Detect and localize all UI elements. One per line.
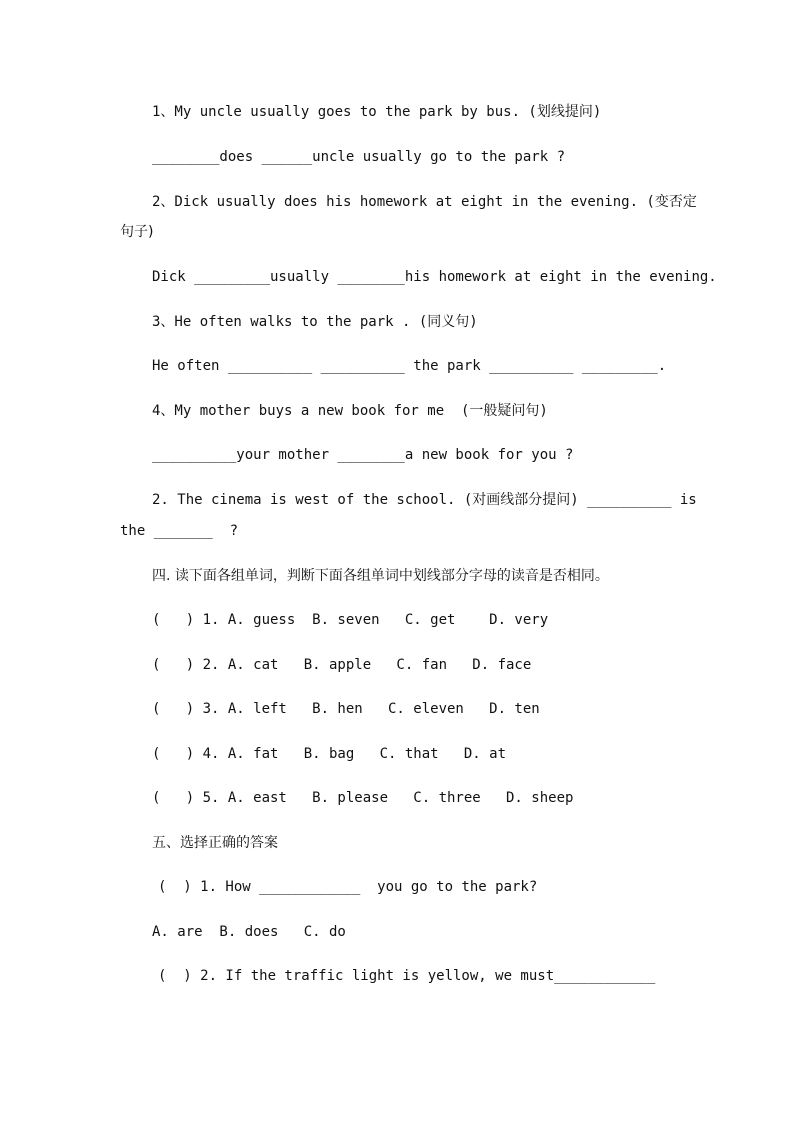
q2-answer-line: Dick _________usually ________his homework at eight in the evening. [152,269,717,285]
phonics-item-1: ( ) 1. A. guess B. seven C. get D. very [152,612,549,628]
q3-answer-line: He often __________ __________ the park __________ _________. [152,358,667,374]
q2-negative-instruction: 2、Dick usually does his homework at eight in the evening. (变否定 [152,194,697,210]
phonics-item-2: ( ) 2. A. cat B. apple C. fan D. face [152,657,532,673]
choice-item-2: ( ) 2. If the traffic light is yellow, we must____________ [158,968,656,984]
q3-synonym-instruction: 3、He often walks to the park . (同义句) [152,314,478,330]
section-five-heading: 五、选择正确的答案 [152,835,278,851]
phonics-item-3: ( ) 3. A. left B. hen C. eleven D. ten [152,701,540,717]
phonics-item-4: ( ) 4. A. fat B. bag C. that D. at [152,746,507,762]
q4-answer-line: __________your mother ________a new book for you ? [152,447,574,463]
choice-item-1-options: A. are B. does C. do [152,924,346,940]
q5-underline-question: 2. The cinema is west of the school. (对画线部分提问) __________ is [152,492,697,508]
q4-question-instruction: 4、My mother buys a new book for me (一般疑问句) [152,403,548,419]
q1-rewrite-instruction: 1、My uncle usually goes to the park by bus. (划线提问) [152,104,602,120]
q1-answer-line: ________does ______uncle usually go to the park ? [152,149,566,165]
phonics-item-5: ( ) 5. A. east B. please C. three D. sheep [152,790,574,806]
section-four-heading: 四. 读下面各组单词，判断下面各组单词中划线部分字母的读音是否相同。 [152,568,609,584]
q2-instruction-continued: 句子) [120,224,154,240]
q5-answer-continued: the _______ ? [120,523,239,539]
choice-item-1: ( ) 1. How ____________ you go to the park? [158,879,538,895]
